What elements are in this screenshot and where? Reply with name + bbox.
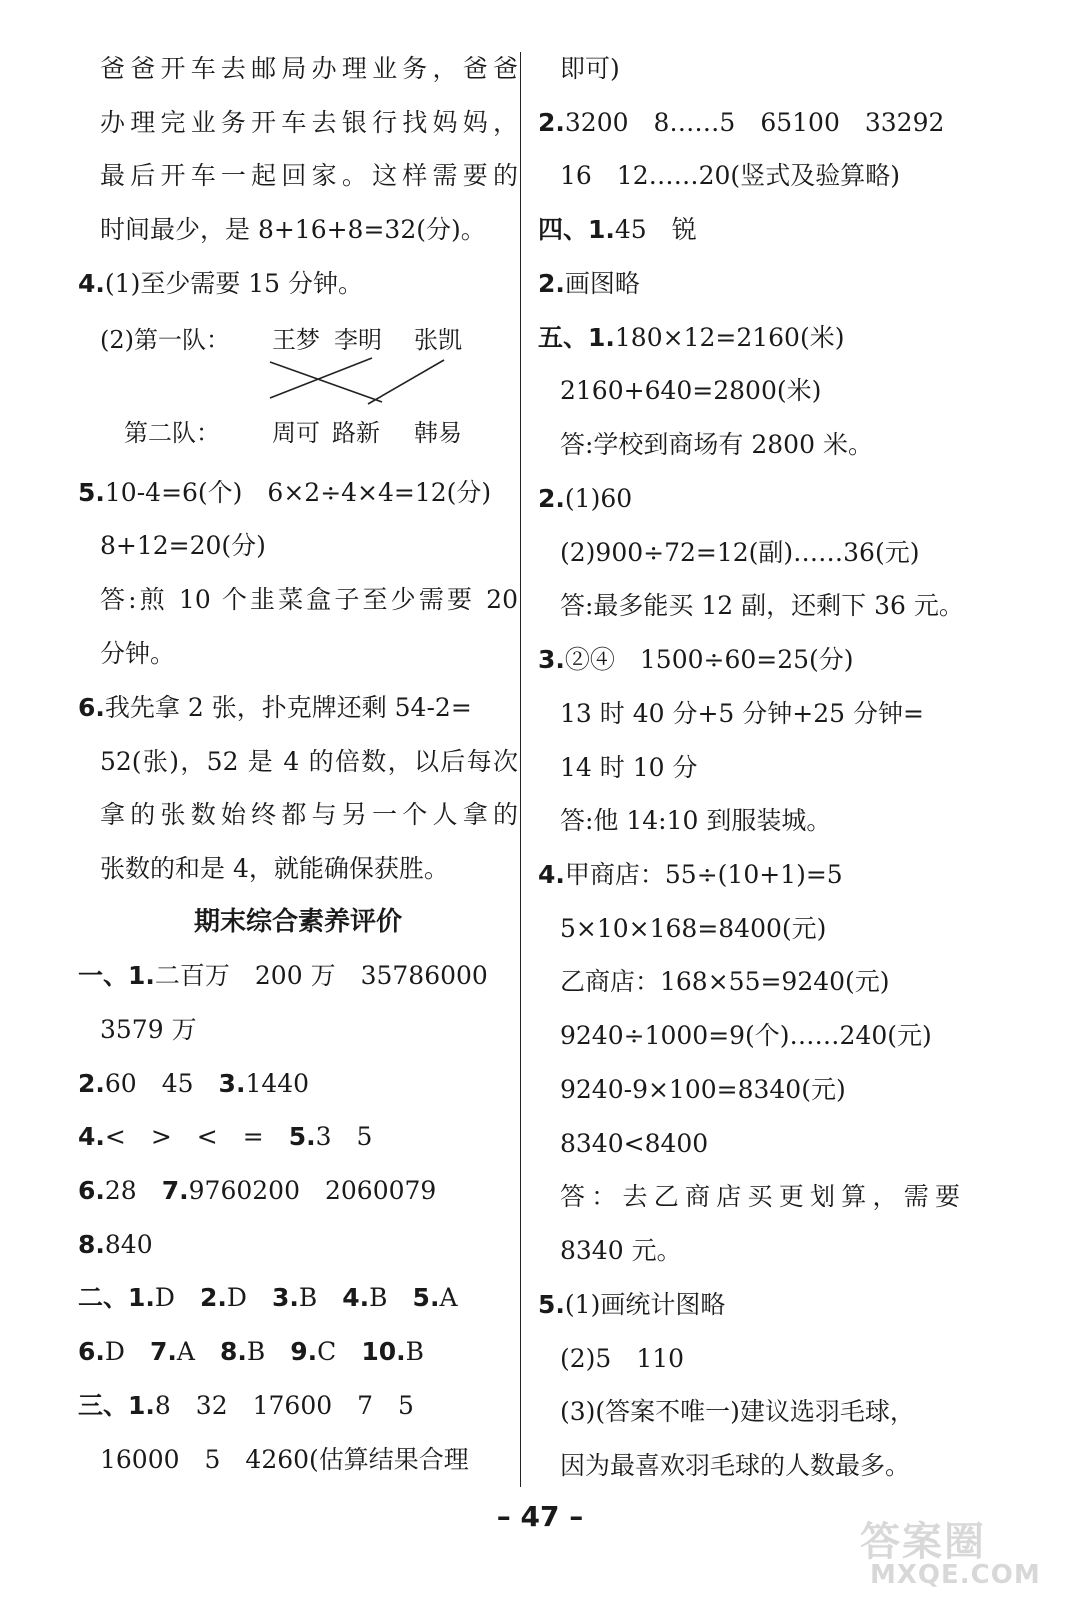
answer-row xyxy=(78,1117,372,1157)
question-6 xyxy=(78,688,472,728)
answer-text: 3 5 xyxy=(315,1122,373,1151)
watermark-text: 答案圈 xyxy=(860,1519,986,1565)
answer-text: 甲商店：55÷(10+1)=5 xyxy=(564,860,843,889)
answer-text: 45 锐 xyxy=(614,215,697,244)
answer-text: 28 xyxy=(104,1176,137,1205)
team-two-member: 路新 xyxy=(332,419,380,447)
text-line: 8340<8400 xyxy=(560,1129,709,1158)
section-2-row xyxy=(78,1332,424,1372)
text-line: 9240-9×100=8340(元) xyxy=(560,1075,846,1104)
text-line: 13 时 40 分+5 分钟+25 分钟= xyxy=(560,699,924,728)
question-number: 4. xyxy=(538,860,565,889)
question-number: 6. xyxy=(78,1337,105,1366)
question-number: 1. xyxy=(128,1283,155,1312)
answer-choice: D xyxy=(104,1337,125,1366)
answer-choice: A xyxy=(176,1337,195,1366)
text-line: 14 时 10 分 xyxy=(560,753,698,782)
answer-choice: C xyxy=(317,1337,337,1366)
text-line: 拿的张数始终都与另一个人拿的 xyxy=(100,800,518,829)
answer-text: 3200 8……5 65100 33292 xyxy=(564,108,945,137)
question-number: 2. xyxy=(538,108,565,137)
team-two-member: 周可 xyxy=(272,419,320,447)
column-divider xyxy=(520,52,521,1487)
text-line: 3579 万 xyxy=(100,1015,197,1044)
section-4-q2 xyxy=(538,264,640,304)
text-line: 爸爸开车去邮局办理业务，爸爸 xyxy=(100,54,518,83)
question-number: 5. xyxy=(288,1122,316,1151)
text-line: 最后开车一起回家。这样需要的 xyxy=(100,161,518,190)
question-number: 5. xyxy=(78,478,105,507)
answer-text: 9760200 2060079 xyxy=(188,1176,437,1205)
answer-row xyxy=(78,1225,153,1265)
text-line: 即可) xyxy=(560,54,620,83)
answer-choice: B xyxy=(298,1283,318,1312)
question-number: 8. xyxy=(78,1230,105,1259)
section-prefix: 二、 xyxy=(78,1283,129,1312)
answer-choice: D xyxy=(226,1283,247,1312)
team-two-member: 韩易 xyxy=(414,419,462,447)
answer-text: (1)至少需要 15 分钟。 xyxy=(104,269,364,298)
question-number: 四、1. xyxy=(538,215,615,244)
question-number: 一、1. xyxy=(78,961,155,990)
answer-text: 1440 xyxy=(245,1069,310,1098)
answer-text: (1)画统计图略 xyxy=(564,1290,726,1319)
text-line: 8340 元。 xyxy=(560,1236,682,1265)
section-5-q3 xyxy=(538,640,854,680)
question-number: 2. xyxy=(78,1069,105,1098)
text-line: 答:他 14:10 到服装城。 xyxy=(560,806,832,835)
text-line: 16000 5 4260(估算结果合理 xyxy=(100,1445,469,1474)
question-number: 3. xyxy=(538,645,565,674)
team-one-member: 李明 xyxy=(334,326,382,354)
answer-text: 10-4=6(个) 6×2÷4×4=12(分) xyxy=(104,478,492,507)
question-number: 2. xyxy=(199,1283,227,1312)
answer-choice: B xyxy=(369,1283,388,1312)
text-line: 9240÷1000=9(个)……240(元) xyxy=(560,1021,932,1050)
text-line: 时间最少，是 8+16+8=32(分)。 xyxy=(100,215,486,244)
question-number: 10. xyxy=(361,1337,406,1366)
matching-lines xyxy=(78,352,518,412)
question-number: 5. xyxy=(412,1283,440,1312)
question-number: 7. xyxy=(149,1337,177,1366)
text-line: 答：去乙商店买更划算，需要 xyxy=(560,1182,960,1211)
question-number: 2. xyxy=(538,269,565,298)
answer-text: 60 45 xyxy=(104,1069,194,1098)
question-number: 8. xyxy=(219,1337,247,1366)
text-line: (3)(答案不唯一)建议选羽毛球， xyxy=(560,1397,915,1426)
text-line: 答:学校到商场有 2800 米。 xyxy=(560,430,873,459)
question-number: 9. xyxy=(290,1337,318,1366)
answer-choice: B xyxy=(246,1337,266,1366)
text-line: 5×10×168=8400(元) xyxy=(560,914,827,943)
answer-choice: D xyxy=(154,1283,175,1312)
question-number: 2. xyxy=(538,484,565,513)
text-line: 2160+640=2800(米) xyxy=(560,376,822,405)
answer-text: 840 xyxy=(104,1230,153,1259)
question-number: 5. xyxy=(538,1290,565,1319)
text-line: (2)5 110 xyxy=(560,1344,685,1373)
answer-text: ②④ 1500÷60=25(分) xyxy=(564,645,854,674)
answer-text: 二百万 200 万 35786000 xyxy=(154,961,488,990)
watermark-url: MXQE.COM xyxy=(870,1560,1041,1590)
text-line: 16 12……20(竖式及验算略) xyxy=(560,161,900,190)
question-5 xyxy=(78,473,491,513)
section-5-q1 xyxy=(538,318,844,358)
question-number: 6. xyxy=(78,1176,105,1205)
question-number: 三、1. xyxy=(78,1391,155,1420)
section-5-q4 xyxy=(538,855,843,895)
watermark-logo xyxy=(840,1510,1070,1595)
answer-row xyxy=(78,1064,309,1104)
team-two-label: 第二队： xyxy=(124,419,220,447)
question-number: 3. xyxy=(271,1283,299,1312)
section-5-q2 xyxy=(538,479,632,519)
section-1-q1 xyxy=(78,956,488,996)
answer-text: 180×12=2160(米) xyxy=(614,323,845,352)
page-number: – 47 – xyxy=(496,1500,584,1533)
text-line: 答:最多能买 12 副，还剩下 36 元。 xyxy=(560,591,964,620)
answer-text: 8 32 17600 7 5 xyxy=(154,1391,414,1420)
answer-text: 我先拿 2 张，扑克牌还剩 54-2= xyxy=(104,693,472,722)
text-line: 办理完业务开车去银行找妈妈， xyxy=(100,108,518,137)
section-5-q5 xyxy=(538,1285,725,1325)
team-one-label: (2)第一队： xyxy=(100,326,230,354)
section-4-q1 xyxy=(538,210,697,250)
text-line: 答:煎 10 个韭菜盒子至少需要 20 xyxy=(100,585,518,614)
question-number: 4. xyxy=(342,1283,370,1312)
text-line: 因为最喜欢羽毛球的人数最多。 xyxy=(560,1451,911,1480)
text-line: 分钟。 xyxy=(100,639,176,668)
answer-choice: A xyxy=(439,1283,458,1312)
question-number: 7. xyxy=(161,1176,189,1205)
text-line: 52(张)，52 是 4 的倍数，以后每次 xyxy=(100,747,518,776)
question-2 xyxy=(538,103,944,143)
section-3-q1 xyxy=(78,1386,414,1426)
answer-text: (1)60 xyxy=(564,484,633,513)
question-number: 6. xyxy=(78,693,105,722)
section-title: 期末综合素养评价 xyxy=(193,907,402,937)
answer-text: 画图略 xyxy=(564,269,640,298)
answer-text: < > < = xyxy=(104,1122,264,1151)
answer-row xyxy=(78,1171,436,1211)
team-one-member: 王梦 xyxy=(272,326,320,354)
question-number: 五、1. xyxy=(538,323,615,352)
team-one-member: 张凯 xyxy=(414,326,462,354)
question-number: 4. xyxy=(78,269,105,298)
text-line: 8+12=20(分) xyxy=(100,531,266,560)
text-line: (2)900÷72=12(副)……36(元) xyxy=(560,538,920,567)
section-2-row xyxy=(78,1278,458,1318)
team-two-row xyxy=(124,413,220,453)
answer-choice: B xyxy=(405,1337,424,1366)
question-4 xyxy=(78,264,363,304)
text-line: 张数的和是 4，就能确保获胜。 xyxy=(100,854,449,883)
question-number: 4. xyxy=(78,1122,105,1151)
text-line: 乙商店：168×55=9240(元) xyxy=(560,967,890,996)
question-number: 3. xyxy=(218,1069,246,1098)
